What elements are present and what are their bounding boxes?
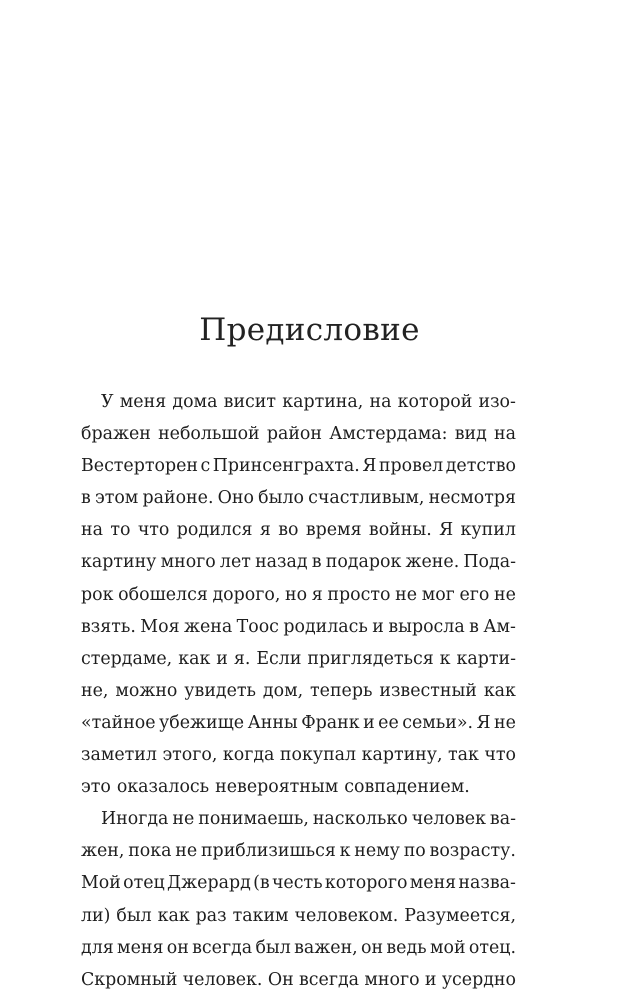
text-line: жен, пока не приблизишься к нему по возрасту.: [81, 841, 516, 862]
text-line: Вестерторен с Принсенграхта. Я провел детство: [81, 456, 516, 477]
paragraph: [81, 803, 516, 996]
body-text: [81, 386, 516, 996]
text-line: это оказалось невероятным совпадением.: [81, 777, 470, 798]
text-line: для меня он всегда был важен, он ведь мой отец.: [81, 937, 516, 958]
text-line: ли) был как раз таким человеком. Разумеется,: [81, 905, 516, 926]
text-line: «тайное убежище Анны Франк и ее семьи». Я не: [81, 712, 516, 733]
text-line: У меня дома висит картина, на которой изо-: [101, 392, 516, 412]
text-line: Иногда не понимаешь, насколько человек ва-: [101, 809, 516, 830]
text-line: рок обошелся дорого, но я просто не мог его не: [81, 584, 516, 605]
text-line: взять. Моя жена Тоос родилась и выросла в Ам-: [81, 616, 516, 637]
text-line: Мой отец Джерард (в честь которого меня назва-: [81, 873, 516, 894]
text-line: картину много лет назад в подарок жене. Пода-: [81, 552, 516, 573]
text-line: заметил этого, когда покупал картину, так что: [81, 745, 516, 766]
text-line: в этом районе. Оно было счастливым, несмотря: [81, 488, 516, 509]
text-line: бражен небольшой район Амстердама: вид на: [81, 424, 516, 445]
text-line: Скромный человек. Он всегда много и усердно: [81, 969, 516, 990]
text-line: не, можно увидеть дом, теперь известный как: [81, 680, 516, 701]
chapter-title: Предисловие: [199, 312, 420, 348]
text-line: стердаме, как и я. Если приглядеться к карти-: [81, 648, 516, 669]
paragraph: [81, 386, 516, 803]
text-line: на то что родился я во время войны. Я купил: [81, 520, 516, 541]
